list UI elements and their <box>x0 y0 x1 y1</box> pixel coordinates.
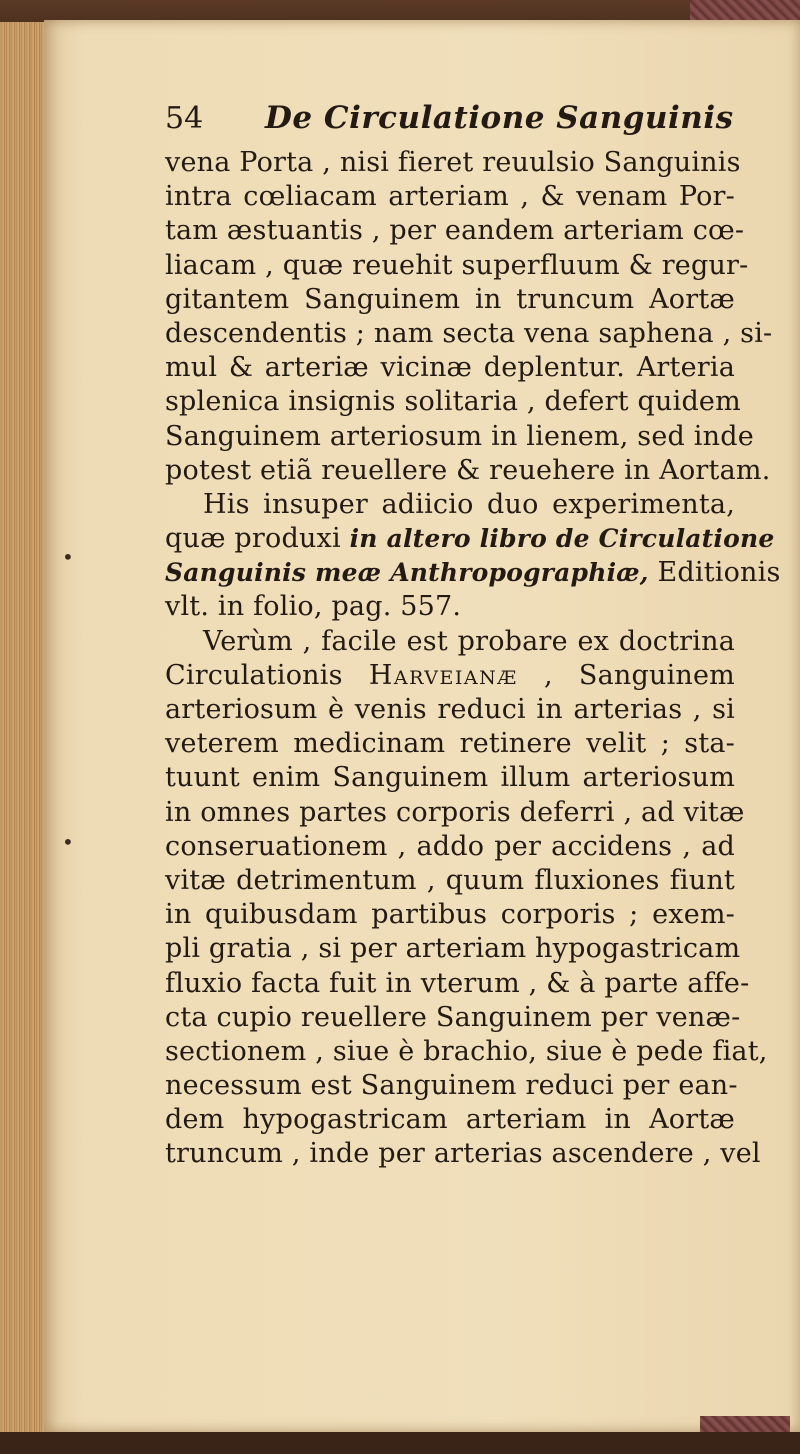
line-italic: in altero libro de Circulatione <box>349 524 775 554</box>
text-line: vlt. in folio, pag. 557. <box>165 591 462 623</box>
text-line-mixed <box>165 556 781 590</box>
text-line: arteriosum è venis reduci in arterias , si <box>165 694 735 725</box>
text-line: pli gratia , si per arteriam hypogastricam <box>165 933 741 965</box>
page-number: 54 <box>165 101 204 136</box>
page-edges <box>0 22 49 1432</box>
line-roman: Editionis <box>648 557 781 589</box>
text-line-mixed <box>165 522 775 556</box>
text-line: vena Porta , nisi fieret reuulsio Sanguinis <box>165 147 741 178</box>
text-line: fluxio facta fuit in vterum , & à parte affe- <box>165 967 750 999</box>
text-line: dem hypogastricam arteriam in Aortæ <box>165 1104 735 1136</box>
text-line-mixed <box>165 659 735 693</box>
text-line: mul & arteriæ vicinæ deplentur. Arteria <box>165 352 735 384</box>
text-line: tuunt enim Sanguinem illum arteriosum <box>165 762 735 794</box>
margin-dot: • <box>62 830 74 854</box>
ribbon-bookmark <box>690 0 800 22</box>
page-text <box>165 100 781 1172</box>
bottom-band <box>0 1432 800 1454</box>
text-line: tam æstuantis , per eandem arteriam cœ- <box>165 215 745 247</box>
line-smallcaps: Harveianæ <box>368 659 518 691</box>
margin-dot: • <box>62 545 74 569</box>
text-line: Sanguinem arteriosum in lienem, sed inde <box>165 420 754 452</box>
page-header <box>165 100 735 146</box>
line-roman: Circulationis <box>165 659 369 691</box>
text-line: in omnes partes corporis deferri , ad vitæ <box>165 796 745 828</box>
text-line: liacam , quæ reuehit superfluum & regur- <box>165 249 749 281</box>
text-line: vitæ detrimentum , quum fluxiones fiunt <box>165 864 735 896</box>
text-line: gitantem Sanguinem in truncum Aortæ <box>165 283 735 315</box>
text-line: intra cœliacam arteriam , & venam Por- <box>165 181 735 213</box>
text-line: veterem medicinam retinere velit ; sta- <box>165 728 735 760</box>
line-roman: quæ produxi <box>165 523 350 555</box>
text-line: Verùm , facile est probare ex doctrina <box>203 625 735 657</box>
text-line: His insuper adiicio duo experimenta, <box>203 488 735 520</box>
text-line: potest etiã reuellere & reuehere in Aortam. <box>165 454 771 486</box>
text-line: splenica insignis solitaria , defert quidem <box>165 386 741 418</box>
text-line: conseruationem , addo per accidens , ad <box>165 830 735 862</box>
text-line: truncum , inde per arterias ascendere , vel <box>165 1138 761 1170</box>
text-line: necessum est Sanguinem reduci per ean- <box>165 1070 738 1102</box>
running-title: De Circulatione Sanguinis <box>265 100 734 136</box>
text-line: cta cupio reuellere Sanguinem per venæ- <box>165 1001 741 1033</box>
line-roman: , Sanguinem <box>517 659 735 691</box>
text-line: sectionem , siue è brachio, siue è pede fiat, <box>165 1035 768 1067</box>
text-line: in quibusdam partibus corporis ; exem- <box>165 899 735 931</box>
text-line: descendentis ; nam secta vena saphena , si- <box>165 317 773 349</box>
line-italic: Sanguinis meæ Anthropographiæ, <box>165 558 649 588</box>
